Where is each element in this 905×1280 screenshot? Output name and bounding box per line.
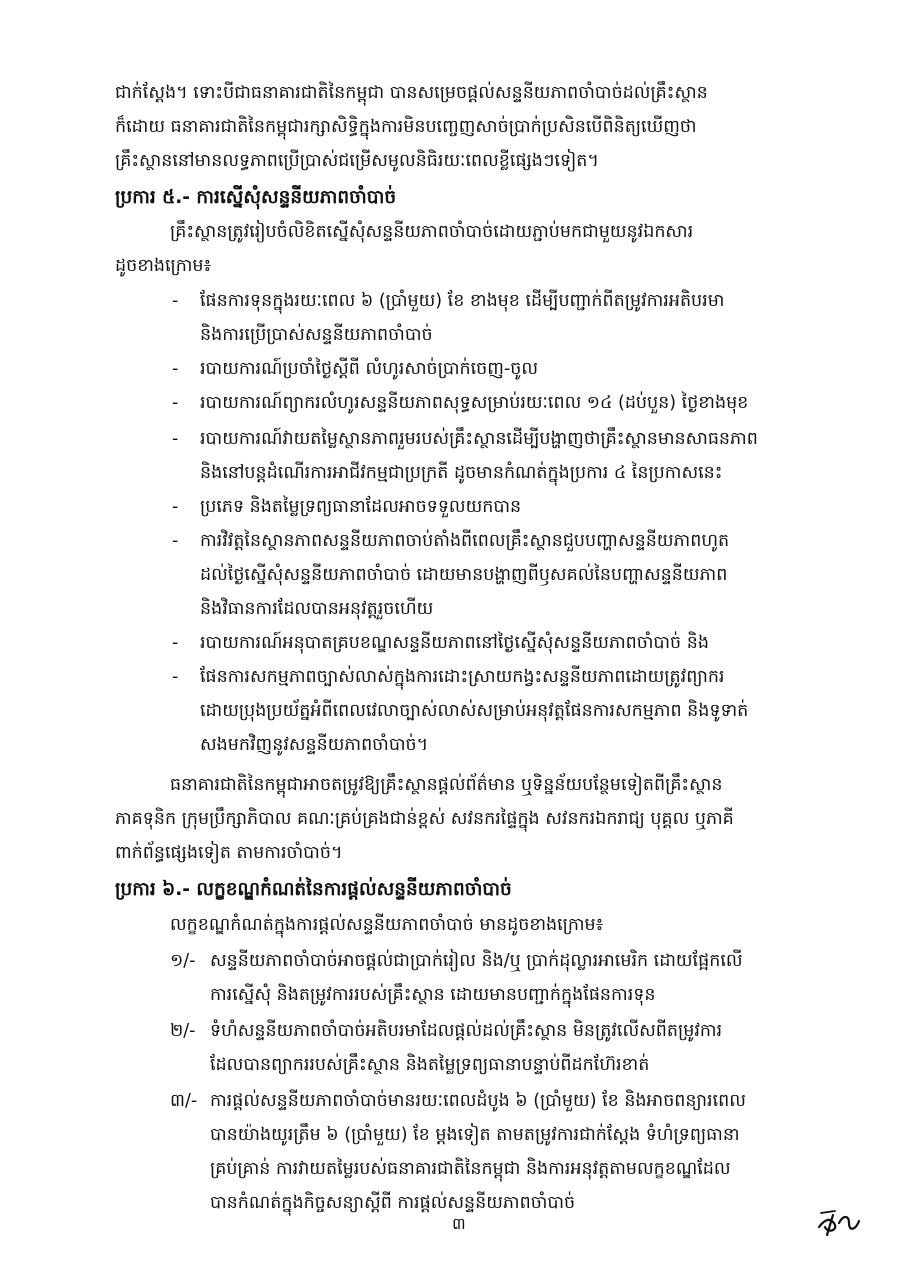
article-5-closing-line: ពាក់ព័ន្ធផ្សេងទៀត តាមការចាំបាច់។ [115, 843, 343, 863]
item-line: ការផ្តល់សន្ទនីយភាពចាំបាច់មានរយៈពេលដំបូង ៦ (ប្រាំមួយ) ខែ និងអាចពន្យារពេល [210, 1091, 746, 1111]
bullet-line: ការវិវត្តនៃស្ថានភាពសន្ទនីយភាពចាប់តាំងពីពេលគ្រឹះស្ថានជួបបញ្ហាសន្ទនីយភាពហូត [200, 531, 730, 551]
bullet-line: ផែនការសកម្មភាពច្បាស់លាស់ក្នុងការដោះស្រាយកង្វះសន្ទនីយភាពដោយត្រូវព្យាករ [200, 667, 725, 687]
intro-line: គ្រឹះស្ថាននៅមានលទ្ធភាពប្រើប្រាស់ជម្រើសមូលនិធិរយៈពេលខ្លីផ្សេងៗទៀត។ [115, 151, 599, 171]
item-line: ការស្នើសុំ និងតម្រូវការរបស់គ្រឹះស្ថាន ដោយមានបញ្ជាក់ក្នុងផែនការទុន [210, 985, 656, 1005]
bullet-dash: - [172, 393, 179, 413]
article-6-intro-line: លក្ខខណ្ឌកំណត់ក្នុងការផ្តល់សន្ទនីយភាពចាំបាច់ មានដូចខាងក្រោម៖ [170, 915, 604, 935]
bullet-dash: - [172, 531, 179, 551]
article-5-closing-line: ភាគទុនិក ក្រុមប្រឹក្សាភិបាល គណៈគ្រប់គ្រងជាន់ខ្ពស់ សវនករផ្ទៃក្នុង សវនករឯករាជ្យ បុគ្គល ឬភាគី [115, 809, 734, 829]
article-5-intro-line: គ្រឹះស្ថានត្រូវរៀបចំលិខិតស្នើសុំសន្ទនីយភាពចាំបាច់ដោយភ្ជាប់មកជាមួយនូវឯកសារ [170, 222, 694, 242]
bullet-line: ផែនការទុនក្នុងរយៈពេល ៦ (ប្រាំមួយ) ខែ ខាងមុខ ដើម្បីបញ្ជាក់ពីតម្រូវការអតិបរមា [200, 291, 725, 311]
bullet-line: ដោយប្រុងប្រយ័ត្នអំពីពេលវេលាច្បាស់លាស់សម្រាប់អនុវត្តផែនការសកម្មភាព និងទូទាត់ [200, 701, 749, 721]
item-line: បានយ៉ាងយូរត្រឹម ៦ (ប្រាំមួយ) ខែ ម្តងទៀត តាមតម្រូវការជាក់ស្តែង ទំហំទ្រព្យធានា [210, 1125, 740, 1145]
bullet-dash: - [172, 667, 179, 687]
item-line: សន្ទនីយភាពចាំបាច់អាចផ្តល់ជាប្រាក់រៀល និង/ឬ ប្រាក់ដុល្លារអាមេរិក ដោយផ្អែកលើ [210, 951, 743, 971]
bullet-line: ដល់ថ្ងៃស្នើសុំសន្ទនីយភាពចាំបាច់ ដោយមានបង្ហាញពីឫសគល់នៃបញ្ហាសន្ទនីយភាព [200, 565, 728, 585]
item-number: ២/- [170, 1021, 196, 1041]
item-line: ទំហំសន្ទនីយភាពចាំបាច់អតិបរមាដែលផ្តល់ដល់គ្រឹះស្ថាន មិនត្រូវលើសពីតម្រូវការ [210, 1021, 723, 1041]
bullet-line: និងនៅបន្តដំណើរការអាជីវកម្មជាប្រក្រតី ដូចមានកំណត់ក្នុងប្រការ ៤ នៃប្រកាសនេះ [200, 463, 723, 483]
bullet-dash: - [172, 497, 179, 517]
article-5-intro-line: ដូចខាងក្រោម៖ [115, 256, 212, 276]
item-number: ១/- [170, 951, 196, 971]
intro-line: ជាក់ស្តែង។ ទោះបីជាធនាគារជាតិនៃកម្ពុជា បានសម្រេចផ្តល់សន្ទនីយភាពចាំបាច់ដល់គ្រឹះស្ថាន [115, 83, 708, 103]
bullet-line: សងមកវិញនូវសន្ទនីយភាពចាំបាច់។ [200, 735, 429, 755]
article-6-heading: ប្រការ ៦.- លក្ខខណ្ឌកំណត់នៃការផ្តល់សន្ទនីយភាពចាំបាច់ [115, 879, 512, 900]
bullet-line: របាយការណ៍អនុបាតគ្របខណ្ឌសន្ទនីយភាពនៅថ្ងៃស្នើសុំសន្ទនីយភាពចាំបាច់ និង [200, 633, 709, 653]
bullet-dash: - [172, 291, 179, 311]
article-5-closing-line: ធនាគារជាតិនៃកម្ពុជាអាចតម្រូវឱ្យគ្រឹះស្ថានផ្តល់ព័ត៌មាន ឬទិន្នន័យបន្ថែមទៀតពីគ្រឹះស្ថាន [170, 775, 723, 795]
item-line: បានកំណត់ក្នុងកិច្ចសន្យាស្តីពី ការផ្តល់សន្ទនីយភាពចាំបាច់ [210, 1193, 576, 1213]
item-line: ដែលបានព្យាកររបស់គ្រឹះស្ថាន និងតម្លៃទ្រព្យធានាបន្ទាប់ពីដកហ៊ែរខាត់ [210, 1055, 650, 1075]
intro-line: ក៏ដោយ ធនាគារជាតិនៃកម្ពុជារក្សាសិទ្ធិក្នុងការមិនបញ្ចេញសាច់ប្រាក់ប្រសិនបើពិនិត្យឃើញថា [115, 117, 697, 137]
bullet-line: របាយការណ៍ព្យាករលំហូរសន្ទនីយភាពសុទ្ធសម្រាប់រយៈពេល ១៤ (ដប់បួន) ថ្ងៃខាងមុខ [200, 393, 749, 413]
bullet-line: ប្រភេទ និងតម្លៃទ្រព្យធានាដែលអាចទទួលយកបាន [200, 497, 522, 517]
item-number: ៣/- [170, 1091, 198, 1111]
handwritten-initials [815, 1205, 863, 1239]
page-number: ៣ [452, 1214, 466, 1233]
bullet-line: និងវិធានការដែលបានអនុវត្តរួចហើយ [200, 599, 434, 619]
bullet-line: និងការប្រើប្រាស់សន្ទនីយភាពចាំបាច់ [200, 325, 433, 345]
bullet-line: របាយការណ៍ប្រចាំថ្ងៃស្តីពី លំហូរសាច់ប្រាក់ចេញ-ចូល [200, 359, 539, 379]
bullet-dash: - [172, 429, 179, 449]
bullet-line: របាយការណ៍វាយតម្លៃស្ថានភាពរួមរបស់គ្រឹះស្ថានដើម្បីបង្ហាញថាគ្រឹះស្ថានមានសាធនភាព [200, 429, 758, 449]
bullet-dash: - [172, 359, 179, 379]
article-5-heading: ប្រការ ៥.- ការស្នើសុំសន្ទនីយភាពចាំបាច់ [115, 187, 397, 208]
bullet-dash: - [172, 633, 179, 653]
item-line: គ្រប់គ្រាន់ ការវាយតម្លៃរបស់ធនាគារជាតិនៃកម្ពុជា និងការអនុវត្តតាមលក្ខខណ្ឌដែល [210, 1159, 731, 1179]
